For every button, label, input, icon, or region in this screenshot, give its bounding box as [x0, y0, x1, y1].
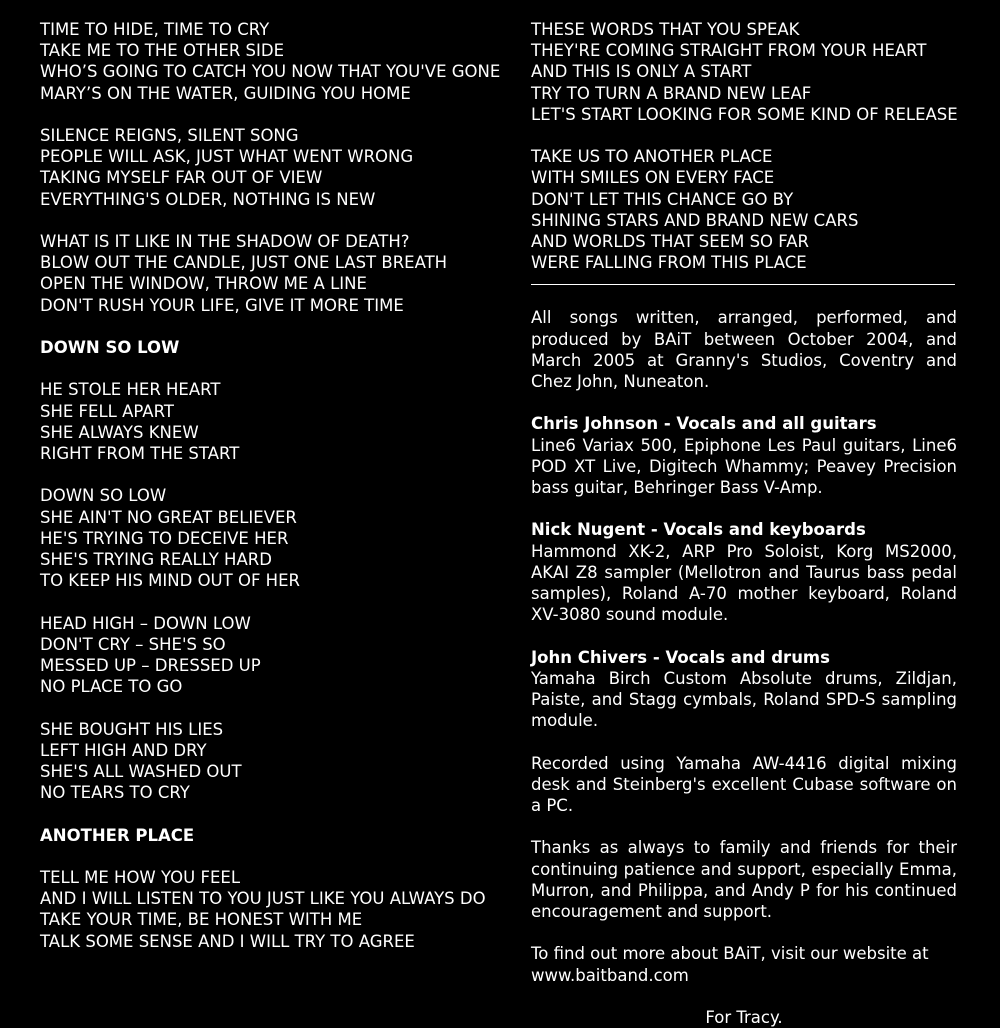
member-gear: Hammond XK-2, ARP Pro Soloist, Korg MS2000, AKAI Z8 sampler (Mellotron and Taurus bass pedal samples), Roland A-70 mother keyboard, Roland XV-3080 sound module.: [531, 541, 957, 625]
lyrics-stanza: [40, 125, 510, 210]
lyric-line: BLOW OUT THE CANDLE, JUST ONE LAST BREATH: [40, 253, 448, 273]
lyric-line: WITH SMILES ON EVERY FACE: [531, 168, 775, 188]
lyric-line: DOWN SO LOW: [40, 486, 167, 506]
lyric-line: HEAD HIGH – DOWN LOW: [40, 613, 251, 633]
lyric-line: WERE FALLING FROM THIS PLACE: [531, 253, 807, 273]
lyric-line: SHINING STARS AND BRAND NEW CARS: [531, 210, 859, 230]
lyric-line: TELL ME HOW YOU FEEL: [40, 867, 241, 887]
lyric-line: WHO’S GOING TO CATCH YOU NOW THAT YOU'VE GONE: [40, 62, 501, 82]
lyric-line: LET'S START LOOKING FOR SOME KIND OF RELEASE: [531, 104, 958, 124]
lyric-line: TALK SOME SENSE AND I WILL TRY TO AGREE: [40, 931, 415, 951]
member-gear: Line6 Variax 500, Epiphone Les Paul guitars, Line6 POD XT Live, Digitech Whammy; Peavey Precision bass guitar, Behringer Bass V-Amp.: [531, 435, 957, 498]
lyric-line: HE'S TRYING TO DECEIVE HER: [40, 528, 289, 548]
song-title-another-place: ANOTHER PLACE: [40, 825, 195, 845]
section-divider: [531, 284, 955, 285]
lyric-line: SHE'S ALL WASHED OUT: [40, 762, 242, 781]
lyric-line: TAKE YOUR TIME, BE HONEST WITH ME: [40, 910, 363, 930]
lyric-line: SHE AIN'T NO GREAT BELIEVER: [40, 507, 297, 527]
lyric-line: TRY TO TURN A BRAND NEW LEAF: [531, 83, 812, 103]
lyric-line: SHE BOUGHT HIS LIES: [40, 719, 224, 739]
lyric-line: TAKE ME TO THE OTHER SIDE: [40, 41, 285, 61]
lyric-line: SHE'S TRYING REALLY HARD: [40, 550, 272, 569]
lyric-line: NO TEARS TO CRY: [40, 783, 190, 803]
member-heading: Nick Nugent - Vocals and keyboards: [531, 520, 866, 540]
lyrics-stanza: [531, 19, 957, 125]
lyrics-stanza: [40, 231, 510, 316]
credits-intro: All songs written, arranged, performed, and produced by BAiT between October 2004, and March 2005 at Granny's Studios, Coventry and Chez John, Nuneaton.: [531, 308, 957, 392]
lyric-line: TAKE US TO ANOTHER PLACE: [531, 147, 773, 167]
lyric-line: RIGHT FROM THE START: [40, 444, 240, 463]
lyric-line: MARY’S ON THE WATER, GUIDING YOU HOME: [40, 83, 411, 103]
lyric-line: HE STOLE HER HEART: [40, 380, 221, 400]
lyric-line: SHE FELL APART: [40, 401, 174, 421]
lyric-line: AND WORLDS THAT SEEM SO FAR: [531, 232, 810, 252]
lyric-line: MESSED UP – DRESSED UP: [40, 656, 261, 675]
lyrics-stanza: [40, 379, 510, 464]
recording-note: Recorded using Yamaha AW-4416 digital mixing desk and Steinberg's excellent Cubase software on a PC.: [531, 753, 957, 816]
website-text: To find out more about BAiT, visit our website at: [531, 944, 929, 964]
thanks-note: Thanks as always to family and friends for their continuing patience and support, especially Emma, Murron, and Philippa, and Andy P for his continued encouragement and support.: [531, 838, 957, 922]
member-credit: [531, 519, 957, 625]
lyrics-stanza: [40, 19, 510, 104]
website-url: www.baitband.com: [531, 965, 689, 985]
lyric-line: TAKING MYSELF FAR OUT OF VIEW: [40, 168, 323, 188]
lyric-line: TO KEEP HIS MIND OUT OF HER: [40, 571, 300, 591]
lyrics-stanza: [40, 867, 510, 952]
member-credit: [531, 413, 957, 498]
lyric-line: EVERYTHING'S OLDER, NOTHING IS NEW: [40, 189, 376, 209]
lyric-line: PEOPLE WILL ASK, JUST WHAT WENT WRONG: [40, 147, 414, 167]
dedication: For Tracy.: [705, 1008, 783, 1028]
member-gear: Yamaha Birch Custom Absolute drums, Zildjan, Paiste, and Stagg cymbals, Roland SPD-S sampling module.: [531, 668, 957, 731]
website-note: [531, 943, 957, 985]
member-credit: [531, 647, 957, 732]
lyric-line: NO PLACE TO GO: [40, 677, 183, 697]
lyrics-stanza: [40, 485, 510, 591]
lyric-line: DON'T LET THIS CHANCE GO BY: [531, 189, 794, 209]
lyric-line: THESE WORDS THAT YOU SPEAK: [531, 20, 800, 39]
lyric-line: DON'T CRY – SHE'S SO: [40, 634, 226, 654]
lyric-line: WHAT IS IT LIKE IN THE SHADOW OF DEATH?: [40, 232, 410, 251]
lyrics-stanza: [531, 146, 957, 273]
lyric-line: AND I WILL LISTEN TO YOU JUST LIKE YOU ALWAYS DO: [40, 889, 486, 909]
lyrics-stanza: [40, 613, 510, 698]
lyric-line: DON'T RUSH YOUR LIFE, GIVE IT MORE TIME: [40, 295, 404, 315]
lyrics-left-column: [40, 19, 510, 973]
lyric-line: SILENCE REIGNS, SILENT SONG: [40, 126, 299, 145]
lyric-line: LEFT HIGH AND DRY: [40, 740, 207, 760]
member-heading: Chris Johnson - Vocals and all guitars: [531, 414, 877, 434]
lyric-line: THEY'RE COMING STRAIGHT FROM YOUR HEART: [531, 41, 927, 61]
lyric-line: TIME TO HIDE, TIME TO CRY: [40, 20, 270, 39]
lyric-line: AND THIS IS ONLY A START: [531, 62, 752, 82]
member-heading: John Chivers - Vocals and drums: [531, 647, 830, 667]
lyrics-right-column: [531, 19, 957, 1028]
lyric-line: OPEN THE WINDOW, THROW ME A LINE: [40, 274, 367, 294]
lyrics-stanza: [40, 719, 510, 804]
lyric-line: SHE ALWAYS KNEW: [40, 422, 199, 442]
song-title-down-so-low: DOWN SO LOW: [40, 338, 180, 357]
